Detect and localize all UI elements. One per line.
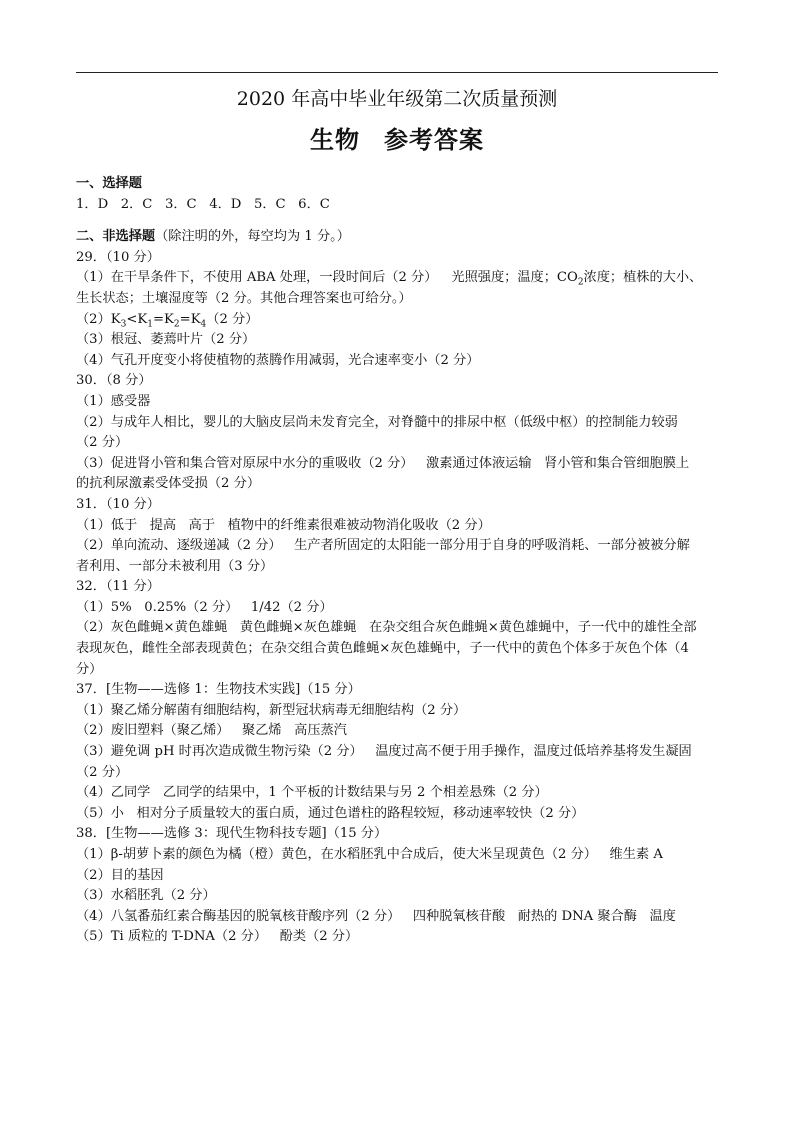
subject-name: 生物 <box>310 125 360 154</box>
q32-answer-2: （2）灰色雌蝇×黄色雄蝇 黄色雌蝇×灰色雄蝇 在杂交组合灰色雌蝇×黄色雄蝇中，子一代中的雄性全部 <box>76 620 697 636</box>
q30-answer-3: （3）促进肾小管和集合管对原尿中水分的重吸收（2 分） 激素通过体液运输 肾小管和集合管细胞膜上 <box>76 455 690 471</box>
header-rule <box>76 72 718 73</box>
q38-answer-1: （1）β-胡萝卜素的颜色为橘（橙）黄色，在水稻胚乳中合成后，使大米呈现黄色（2 分） 维生素 A <box>76 847 663 862</box>
q37-answer-3-cont: （2 分） <box>76 764 129 780</box>
choice-answers: 1．D 2．C 3．C 4．D 5．C 6．C <box>76 196 330 212</box>
subject-title <box>0 120 794 155</box>
q32-answer-2-cont2: 分） <box>76 661 103 677</box>
q32-answer-1: （1）5% 0.25%（2 分） 1/42（2 分） <box>76 599 333 615</box>
q31-title: 31．（10 分） <box>76 496 160 512</box>
q29-answer-4: （4）气孔开度变小将使植物的蒸腾作用减弱，光合速率变小（2 分） <box>76 352 480 368</box>
q37-answer-2: （2）废旧塑料（聚乙烯） 聚乙烯 高压蒸汽 <box>76 723 347 739</box>
q31-answer-1: （1）低于 提高 高于 植物中的纤维素很难被动物消化吸收（2 分） <box>76 517 491 533</box>
q37-answer-3: （3）避免调 pH 时再次造成微生物污染（2 分） 温度过高不便于用手操作，温度过低培养基将发生凝固 <box>76 744 692 760</box>
section-heading-nonchoice: 二、非选择题（除注明的外，每空均为 1 分。） <box>76 229 350 245</box>
q30-answer-3-cont: 的抗利尿激素受体受损（2 分） <box>76 476 261 492</box>
q29-title: 29．（10 分） <box>76 249 160 265</box>
q38-title: 38．[生物——选修 3：现代生物科技专题]（15 分） <box>76 826 388 842</box>
q37-answer-5: （5）小 相对分子质量较大的蛋白质，通过色谱柱的路程较短，移动速率较快（2 分） <box>76 805 585 821</box>
q31-answer-2: （2）单向流动、逐级递减（2 分） 生产者所固定的太阳能一部分用于自身的呼吸消耗、一部分被被分解 <box>76 538 690 554</box>
q31-answer-2-cont: 者利用、一部分未被利用（3 分） <box>76 558 274 574</box>
answer-body <box>76 174 722 948</box>
q37-answer-4: （4）乙同学 乙同学的结果中，1 个平板的计数结果与另 2 个相差悬殊（2 分） <box>76 785 548 801</box>
q32-answer-2-cont: 表现灰色，雌性全部表现黄色；在杂交组合黄色雌蝇×灰色雄蝇中，子一代中的黄色个体多于灰色个体（4 <box>76 641 689 657</box>
q38-answer-4: （4）八氢番茄红素合酶基因的脱氧核苷酸序列（2 分） 四种脱氧核苷酸 耐热的 DNA 聚合酶 温度 <box>76 908 676 924</box>
q29-answer-2: $(2)K_3<K_1=K_2=K_4(2$ 分） <box>76 311 259 330</box>
scoring-note: （除注明的外，每空均为 1 分。） <box>155 229 350 245</box>
q37-title: 37．[生物——选修 1：生物技术实践]（15 分） <box>76 682 361 698</box>
q29-answer-3: （3）根冠、萎蔫叶片（2 分） <box>76 332 256 348</box>
exam-title: 2020 年高中毕业年级第二次质量预测 <box>236 88 558 110</box>
q37-answer-1: （1）聚乙烯分解菌有细胞结构，新型冠状病毒无细胞结构（2 分） <box>76 702 467 718</box>
q30-title: 30．（8 分） <box>76 373 152 389</box>
q32-title: 32．（11 分） <box>76 579 160 595</box>
q30-answer-2: （2）与成年人相比，婴儿的大脑皮层尚未发育完全，对脊髓中的排尿中枢（低级中枢）的控制能力较弱 <box>76 414 678 430</box>
q38-answer-3: （3）水稻胚乳（2 分） <box>76 888 216 904</box>
q38-answer-2: （2）目的基因 <box>76 867 164 883</box>
q38-answer-5: （5）Ti 质粒的 T-DNA（2 分） 酚类（2 分） <box>76 929 359 945</box>
q29-answer-1-cont: 生长状态；土壤湿度等（2 分。其他合理答案也可给分。） <box>76 290 412 306</box>
answer-key-label: 参考答案 <box>384 125 484 154</box>
q30-answer-1: （1）感受器 <box>76 393 151 409</box>
q30-answer-2-cont: （2 分） <box>76 435 129 451</box>
q29-answer-1: （1）在干旱条件下，不使用 ABA 处理，一段时间后（2 分） 光照强度；温度；$CO_2$浓度；植株的大小、 <box>76 270 703 289</box>
section-heading-choice: 一、选择题 <box>76 176 142 191</box>
